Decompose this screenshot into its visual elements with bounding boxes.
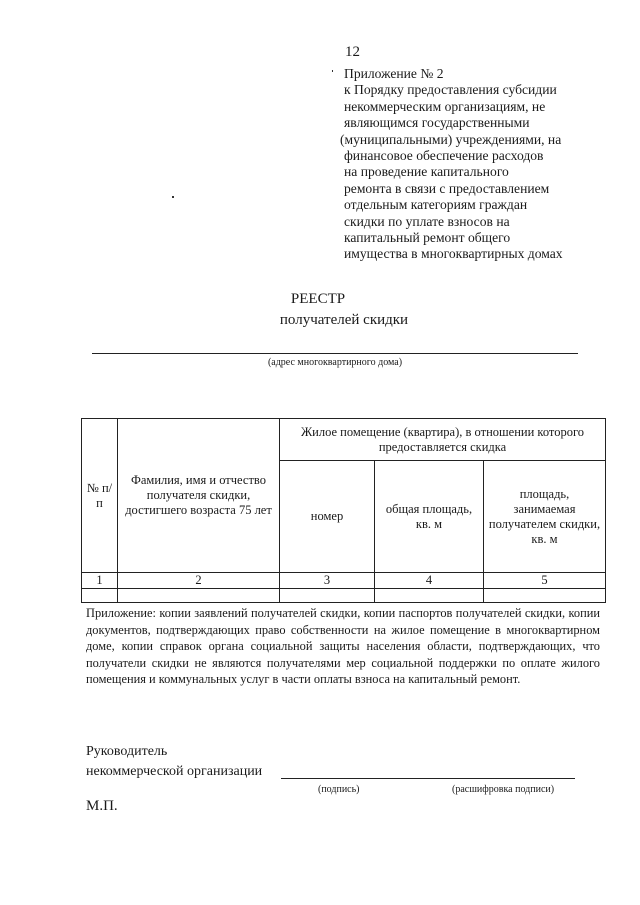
appendix-line: скидки по уплате взносов на	[344, 213, 510, 229]
registry-title: РЕЕСТР	[290, 291, 346, 307]
appendix-line: ремонта в связи с предоставлением	[344, 180, 550, 196]
registry-table	[81, 418, 606, 603]
registry-subtitle: получателей скидки	[279, 312, 409, 328]
appendix-line: некоммерческим организациям, не	[344, 98, 546, 114]
attachment-note: Приложение: копии заявлений получателей скидки, копии паспортов получателей скидки, копии документов, подтверждающих право собственности на жилое помещение в многоквартирном доме, копии справок органа социальной защиты населения области, подтверждающих, что получатели скидки не являются получателями мер социальной поддержки по оплате жилого помещения и коммунальных услуг в части оплаты взноса на капитальный ремонт.	[86, 606, 600, 687]
index-cell: 2	[118, 573, 280, 589]
page-number: 12	[345, 44, 360, 60]
table-cell	[484, 589, 606, 603]
address-line	[92, 353, 578, 354]
signature-decoding-caption: (расшифровка подписи)	[452, 784, 555, 795]
table-cell	[82, 589, 118, 603]
appendix-line: Приложение № 2	[344, 66, 444, 81]
header-cell-name: Фамилия, имя и отчество получателя скидки, достигшего возраста 75 лет	[118, 419, 280, 573]
address-caption: (адрес многоквартирного дома)	[267, 357, 403, 368]
header-cell-dwelling: Жилое помещение (квартира), в отношении которого предоставляется скидка	[280, 419, 606, 461]
header-cell-occupied-area: площадь, занимаемая получателем скидки, кв. м	[484, 461, 606, 573]
appendix-line: капитальный ремонт общего	[344, 230, 511, 246]
scan-speck	[172, 196, 174, 198]
appendix-line: финансовое обеспечение расходов	[344, 148, 544, 164]
appendix-reference	[340, 66, 614, 263]
appendix-line: на проведение капитального	[344, 164, 509, 180]
header-cell-total-area: общая площадь, кв. м	[375, 461, 484, 573]
index-cell: 1	[82, 573, 118, 589]
table-cell	[280, 589, 375, 603]
table-row	[82, 589, 606, 603]
table-header-row	[82, 419, 606, 461]
table-cell	[375, 589, 484, 603]
index-cell: 4	[375, 573, 484, 589]
stamp-label: М.П.	[86, 798, 118, 814]
scan-speck	[332, 70, 333, 72]
head-label	[86, 742, 262, 782]
index-cell: 3	[280, 573, 375, 589]
signature-line	[281, 778, 421, 779]
header-cell-number: № п/п	[82, 419, 118, 573]
appendix-line: являющимся государственными	[344, 115, 530, 131]
appendix-line: отдельным категориям граждан	[344, 197, 528, 213]
appendix-line: имущества в многоквартирных домах	[344, 246, 563, 262]
appendix-line: к Порядку предоставления субсидии	[344, 82, 557, 98]
head-label-line: некоммерческой организации	[86, 764, 263, 779]
signature-decoding-line	[421, 778, 575, 779]
table-index-row	[82, 573, 606, 589]
index-cell: 5	[484, 573, 606, 589]
header-cell-apartment-number: номер	[280, 461, 375, 573]
table-cell	[118, 589, 280, 603]
signature-caption: (подпись)	[318, 784, 360, 795]
appendix-line: (муниципальными) учреждениями, на	[340, 131, 562, 147]
head-label-line: Руководитель	[86, 744, 168, 759]
